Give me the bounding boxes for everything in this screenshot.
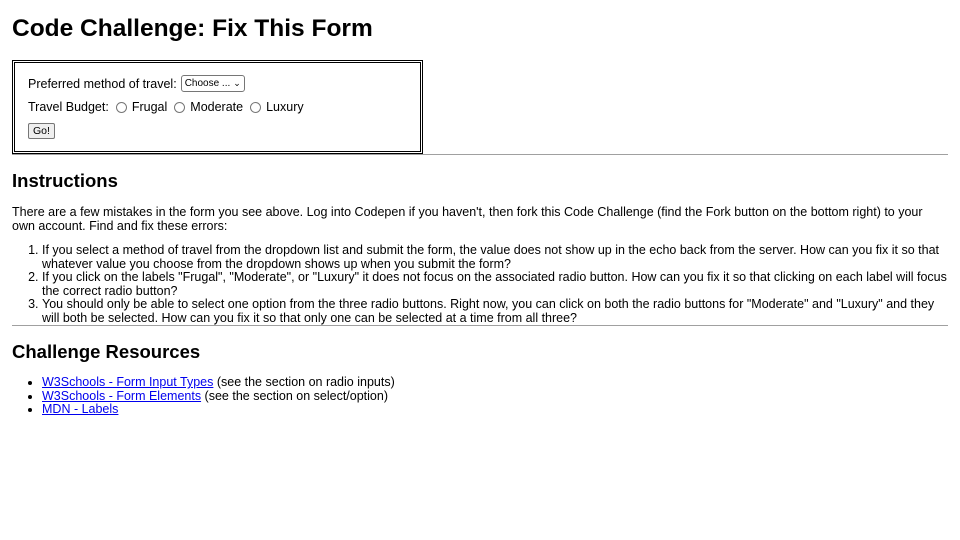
instruction-item: 1. If you select a method of travel from the dropdown list and submit the form, the value does not show up in the echo back from the server. How can you fix it so that whatever value you choose from the dropdown shows up when you submit the form? [42,244,948,271]
radio-moderate[interactable] [174,102,185,113]
resources-heading: Challenge Resources [12,341,201,362]
radio-label-moderate[interactable]: Moderate [190,100,244,114]
resource-item [42,390,948,404]
resource-note: (see the section on radio inputs) [213,375,395,389]
travel-budget-label: Travel Budget: [28,100,109,114]
instruction-item: 3. You should only be able to select one option from the three radio buttons. Right now, you can click on both the radio buttons for "Moderate" and "Luxury" and they will both be selected. How can you fix it so that only one can be selected at a time from all three? [42,298,948,325]
radio-label-frugal[interactable]: Frugal [131,100,168,114]
instructions-intro: There are a few mistakes in the form you see above. Log into Codepen if you haven't, then fork this Code Challenge (find the Fork button on the bottom right) to your own account. Find and fix these errors: [12,205,923,233]
resource-link-w3schools-form-elements[interactable]: W3Schools - Form Elements [42,388,202,403]
separator [12,325,948,326]
travel-method-label: Preferred method of travel: [28,76,177,91]
separator [12,154,948,155]
travel-method-select[interactable] [181,75,245,92]
submit-row [28,123,55,139]
resource-item [42,403,948,417]
travel-method-row [28,75,245,92]
resource-link-mdn-labels[interactable]: MDN - Labels [42,402,119,416]
instructions-list [12,244,948,325]
radio-label-luxury[interactable]: Luxury [266,100,304,114]
resource-link-w3schools-input-types[interactable]: W3Schools - Form Input Types [42,375,214,389]
instructions-heading: Instructions [12,170,118,191]
go-button[interactable]: Go! [28,123,55,139]
resources-list [12,376,948,417]
page-title: Code Challenge: Fix This Form [12,15,373,42]
travel-method-select-value: Choose ... [184,78,231,89]
resource-item [42,376,948,390]
travel-form [12,60,423,154]
travel-budget-row [28,100,304,114]
radio-frugal[interactable] [116,102,127,113]
radio-luxury[interactable] [250,102,261,113]
resource-note: (see the section on select/option) [201,388,388,403]
instruction-item: 2. If you click on the labels "Frugal", "Moderate", or "Luxury" it does not focus on the associated radio button. How can you fix it so that clicking on each label will focus the correct radio button? [42,271,948,298]
chevron-down-icon: ⌄ [233,78,241,88]
